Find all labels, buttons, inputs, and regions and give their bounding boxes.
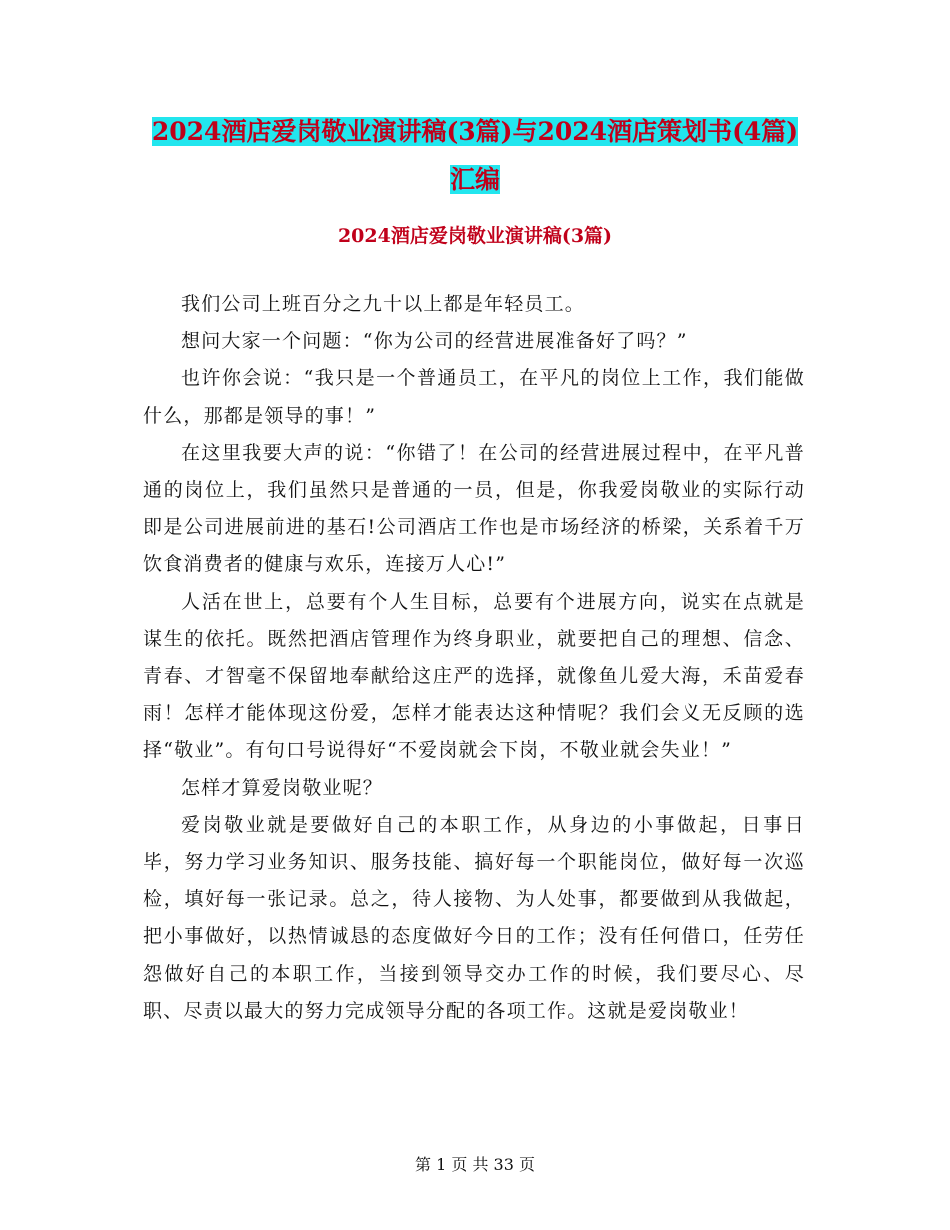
paragraph: 怎样才算爱岗敬业呢？ — [181, 776, 384, 799]
paragraph: 人活在世上，总要有个人生目标，总要有个进展方向，说实在点就是谋生的依托。既然把酒店管理作为终身职业，就要把自己的理想、信念、青春、才智毫不保留地奉献给这庄严的选择，就像鱼儿爱大海，禾苗爱春雨！怎样才能体现这份爱，怎样才能表达这种情呢？我们会义无反顾的选择“敬业”。有句口号说得好“不爱岗就会下岗，不敬业就会失业！” — [143, 590, 805, 762]
section-title: 2024酒店爱岗敬业演讲稿(3篇) — [337, 225, 613, 247]
paragraph: 爱岗敬业就是要做好自己的本职工作，从身边的小事做起，日事日毕，努力学习业务知识、服务技能、搞好每一个职能岗位，做好每一次巡检，填好每一张记录。总之，待人接物、为人处事，都要做到从我做起，把小事做好，以热情诚恳的态度做好今日的工作；没有任何借口，任劳任怨做好自己的本职工作，当接到领导交办工作的时候，我们要尽心、尽职、尽责以最大的努力完成领导分配的各项工作。这就是爱岗敬业！ — [143, 813, 805, 1022]
page-footer: 第 1 页 共 33 页 — [415, 1155, 535, 1174]
document-title — [140, 108, 810, 204]
paragraph: 在这里我要大声的说：“你错了！在公司的经营进展过程中，在平凡普通的岗位上，我们虽然只是普通的一员，但是，你我爱岗敬业的实际行动即是公司进展前进的基石!公司酒店工作也是市场经济的桥梁，关系着千万饮食消费者的健康与欢乐，连接万人心!” — [143, 441, 805, 576]
paragraph: 也许你会说：“我只是一个普通员工，在平凡的岗位上工作，我们能做什么，那都是领导的事！” — [143, 367, 805, 427]
paragraph: 想问大家一个问题：“你为公司的经营进展准备好了吗？” — [181, 330, 688, 353]
paragraph: 我们公司上班百分之九十以上都是年轻员工。 — [181, 293, 586, 315]
document-body — [143, 286, 805, 1030]
document-title-text: 2024酒店爱岗敬业演讲稿(3篇)与2024酒店策划书(4篇)汇编 — [151, 117, 799, 194]
